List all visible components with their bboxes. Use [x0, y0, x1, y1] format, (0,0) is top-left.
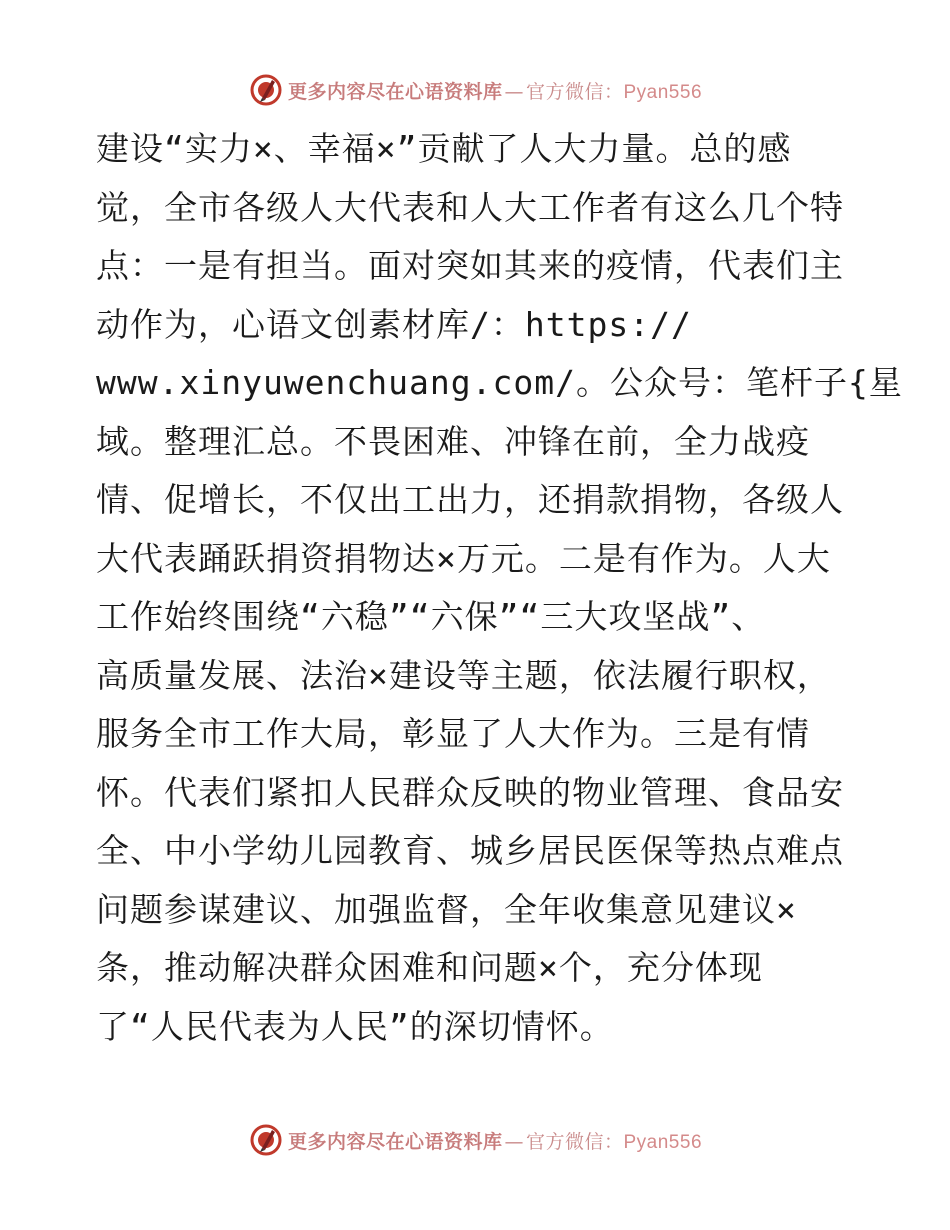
- body-line: 建设“实力×、幸福×”贡献了人大力量。总的感: [96, 129, 792, 168]
- header-wechat-label: 官方微信：: [525, 80, 624, 103]
- pen-logo-icon: [248, 72, 284, 108]
- footer-dash: —: [504, 1130, 524, 1153]
- body-line: 全、中小学幼儿园教育、城乡居民医保等热点难点: [96, 831, 844, 870]
- footer-wechat-id: Pyan556: [623, 1131, 703, 1153]
- body-line: 条，推动解决群众困难和问题×个，充分体现: [96, 948, 763, 987]
- body-line: 工作始终围绕“六稳”“六保”“三大攻坚战”、: [96, 597, 766, 636]
- footer-banner-content: [248, 1122, 702, 1158]
- body-line: 情、促增长，不仅出工出力，还捐款捐物，各级人: [96, 480, 844, 519]
- body-line: 怀。代表们紧扣人民群众反映的物业管理、食品安: [96, 772, 844, 812]
- footer-banner: [0, 1120, 950, 1160]
- body-line: 问题参谋建议、加强监督，全年收集意见建议×: [96, 889, 797, 929]
- footer-brand-text: 更多内容尽在心语资料库: [287, 1130, 503, 1153]
- body-line: www.xinyuwenchuang.com/。公众号：笔杆子{星: [96, 363, 903, 402]
- header-banner: [0, 70, 950, 110]
- body-line: 大代表踊跃捐资捐物达×万元。二是有作为。人大: [96, 538, 831, 578]
- header-banner-content: [248, 72, 702, 108]
- body-line: 域。整理汇总。不畏困难、冲锋在前，全力战疫: [96, 421, 810, 461]
- header-wechat-id: Pyan556: [623, 81, 703, 103]
- body-line: 觉，全市各级人大代表和人大工作者有这么几个特: [96, 187, 844, 227]
- body-line: 点：一是有担当。面对突如其来的疫情，代表们主: [96, 246, 844, 285]
- pen-logo-icon: [248, 1122, 284, 1158]
- body-line: 高质量发展、法治×建设等主题，依法履行职权，: [96, 655, 831, 695]
- body-line: 服务全市工作大局，彰显了人大作为。三是有情: [96, 714, 810, 753]
- header-dash: —: [504, 80, 524, 103]
- document-body: [96, 120, 903, 1056]
- footer-wechat-label: 官方微信：: [525, 1130, 624, 1153]
- body-line: 了“人民代表为人民”的深切情怀。: [96, 1006, 614, 1046]
- body-line: 动作为，心语文创素材库/：https://: [96, 304, 692, 344]
- header-brand-text: 更多内容尽在心语资料库: [287, 80, 503, 103]
